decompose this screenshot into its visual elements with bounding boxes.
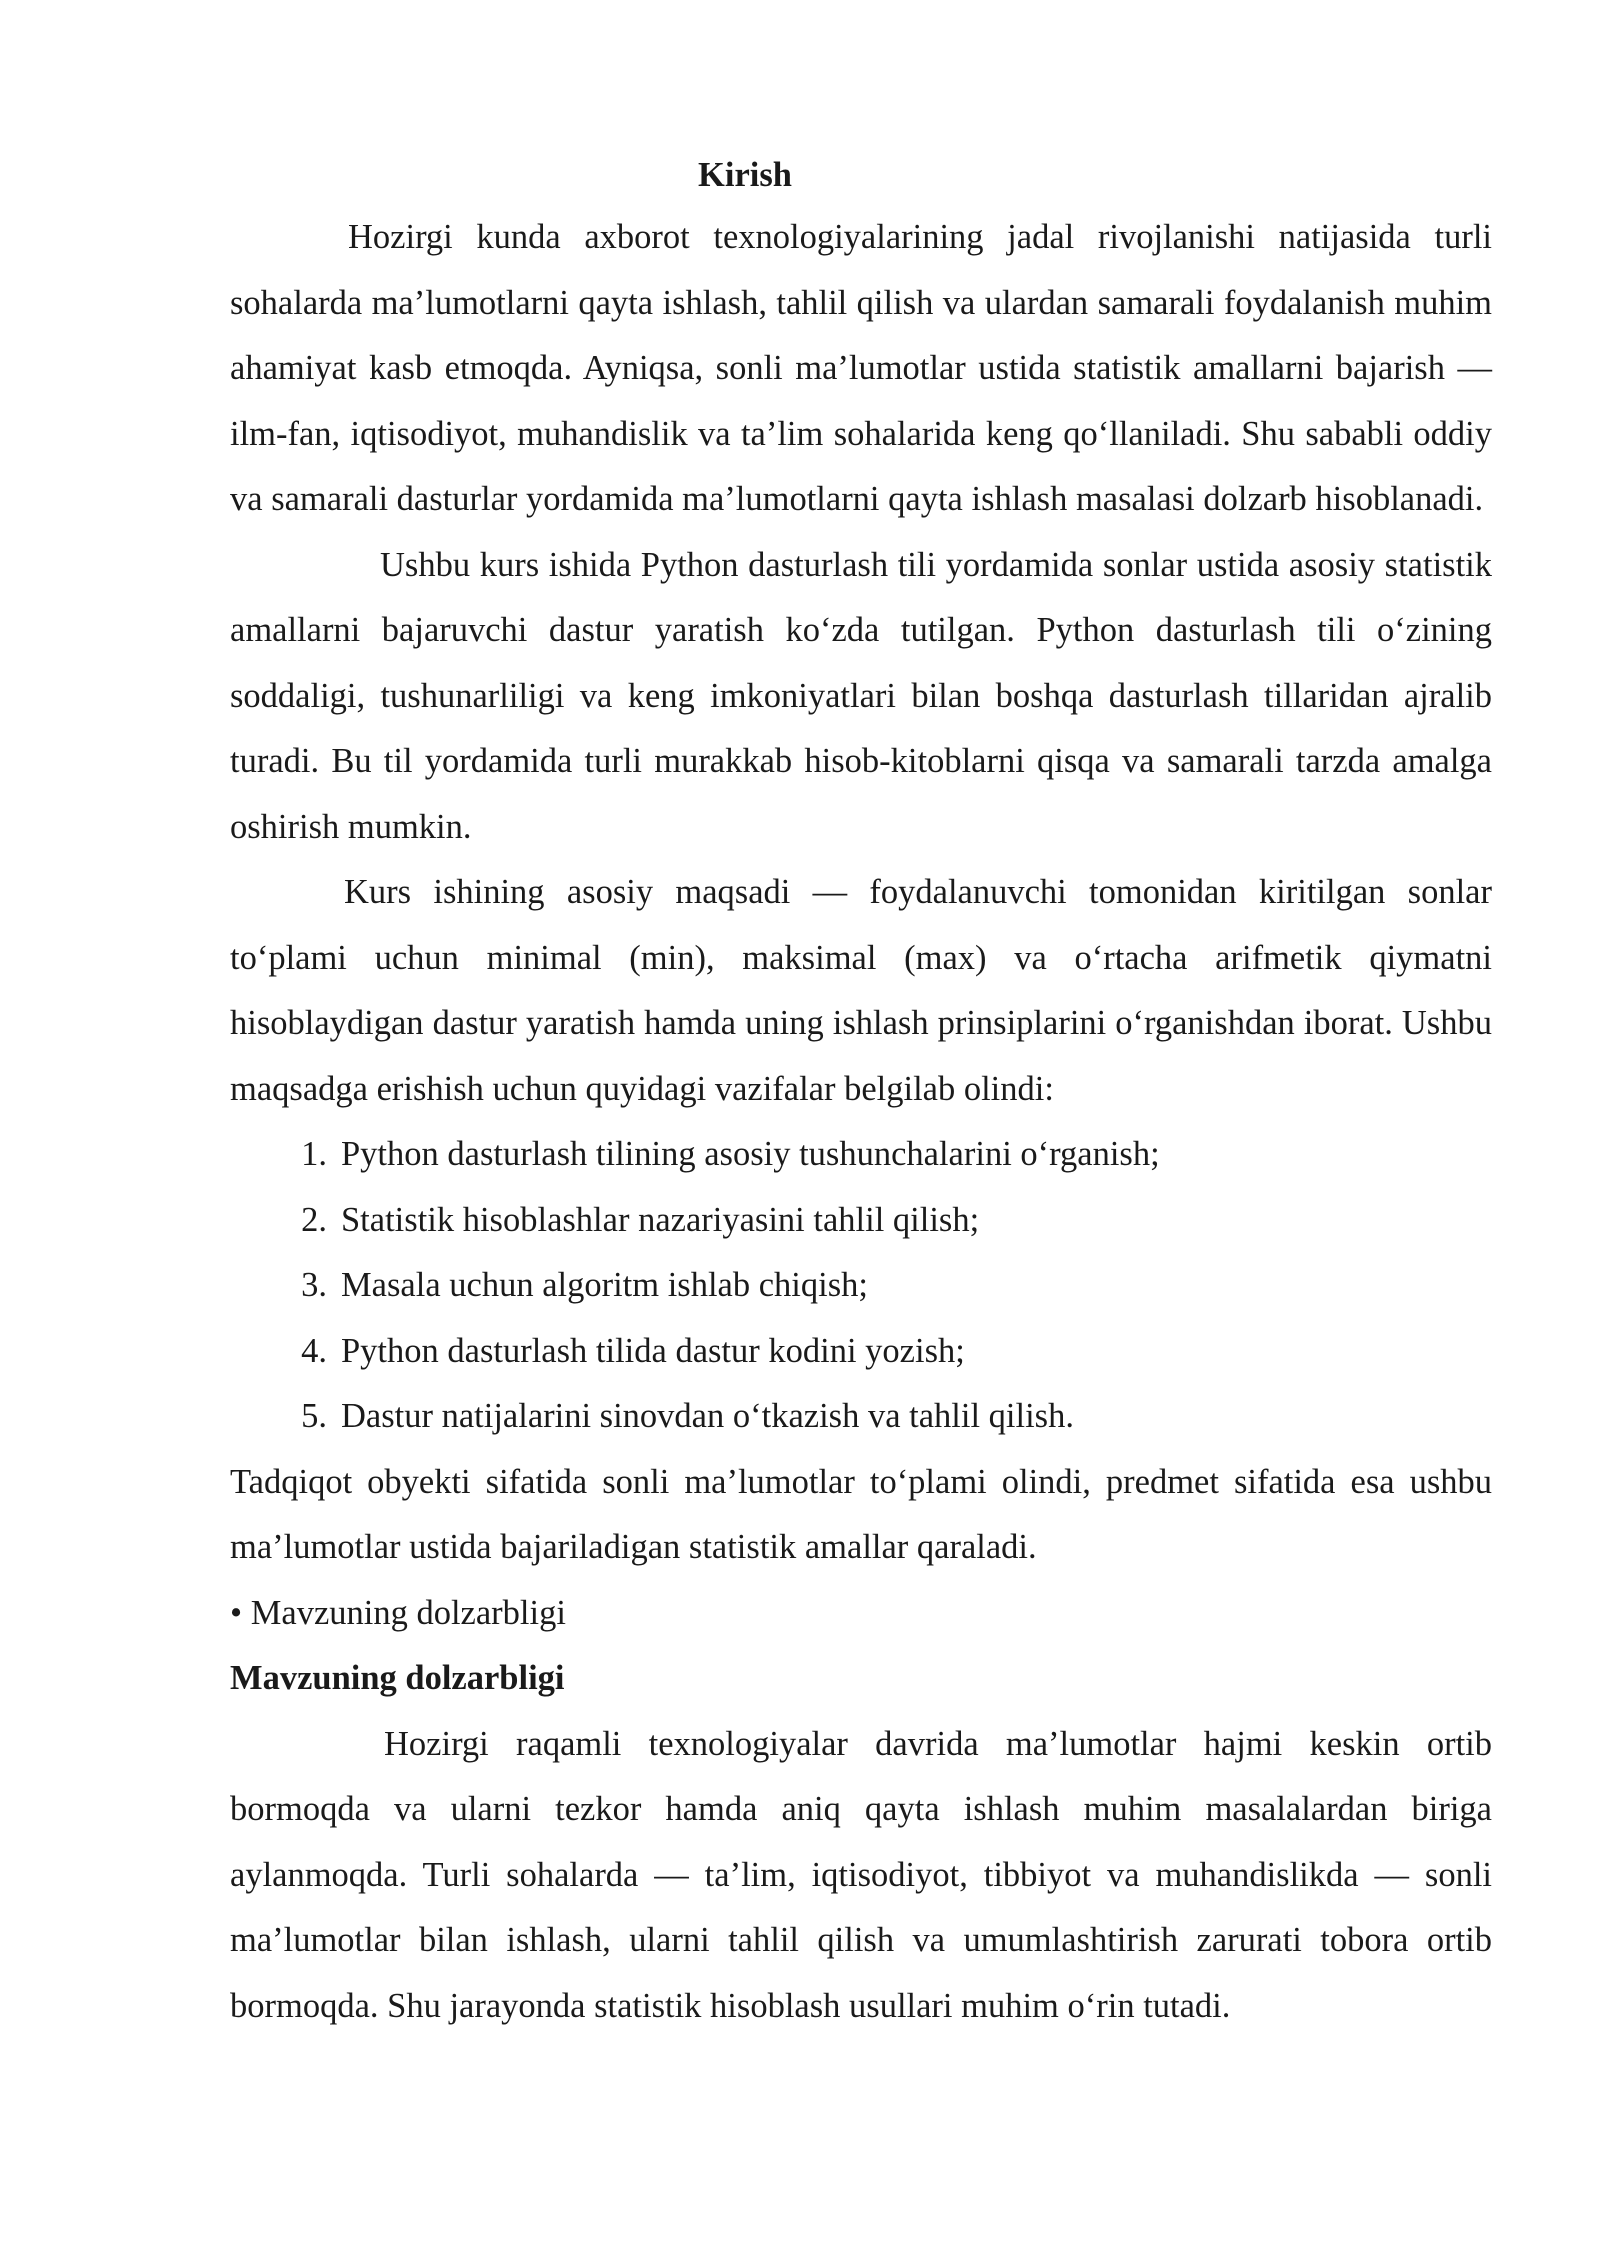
- research-object-paragraph: Tadqiqot obyekti sifatida sonli ma’lumotlar to‘plami olindi, predmet sifatida esa ushbu ma’lumotlar ustida bajariladigan statistik amallar qaraladi.: [230, 1462, 1492, 1566]
- section-heading: Mavzuning dolzarbligi: [230, 1659, 565, 1697]
- list-item-number: 4.: [301, 1331, 327, 1370]
- tasks-list: [230, 1122, 1492, 1450]
- list-item: [230, 1319, 1492, 1385]
- list-item-text: Statistik hisoblashlar nazariyasini tahlil qilish;: [341, 1200, 980, 1239]
- list-item-number: 5.: [301, 1397, 327, 1435]
- document-title: Kirish: [698, 156, 792, 194]
- document-content: [230, 148, 1492, 2039]
- list-item: [230, 1188, 1492, 1254]
- list-item: [230, 1253, 1492, 1319]
- list-item: [230, 1384, 1492, 1450]
- list-item-text: Dastur natijalarini sinovdan o‘tkazish va tahlil qilish.: [341, 1397, 1074, 1435]
- list-item-text: Python dasturlash tilining asosiy tushunchalarini o‘rganish;: [341, 1135, 1160, 1173]
- list-item-number: 2.: [301, 1200, 327, 1239]
- list-item-number: 1.: [301, 1135, 327, 1173]
- relevance-paragraph: Hozirgi raqamli texnologiyalar davrida ma’lumotlar hajmi keskin ortib bormoqda va ularni tezkor hamda aniq qayta ishlash muhim masalalardan biriga aylanmoqda. Turli sohalarda — ta’lim, iqtisodiyot, tibbiyot va muhandislikda — sonli ma’lumotlar bilan ishlash, ularni tahlil qilish va umumlashtirish zarurati tobora ortib bormoqda. Shu jarayonda statistik hisoblash usullari muhim o‘rin tutadi.: [230, 1724, 1492, 2025]
- intro-paragraph-2: Ushbu kurs ishida Python dasturlash tili yordamida sonlar ustida asosiy statistik amallarni bajaruvchi dastur yaratish ko‘zda tutilgan. Python dasturlash tili o‘zining soddaligi, tushunarliligi va keng imkoniyatlari bilan boshqa dasturlash tillaridan ajralib turadi. Bu til yordamida turli murakkab hisob-kitoblarni qisqa va samarali tarzda amalga oshirish mumkin.: [230, 545, 1492, 846]
- list-item-number: 3.: [301, 1266, 327, 1304]
- intro-paragraph-1: Hozirgi kunda axborot texnologiyalarining jadal rivojlanishi natijasida turli sohalarda ma’lumotlarni qayta ishlash, tahlil qilish va ulardan samarali foydalanish muhim ahamiyat kasb etmoqda. Ayniqsa, sonli ma’lumotlar ustida statistik amallarni bajarish — ilm-fan, iqtisodiyot, muhandislik va ta’lim sohalarida keng qo‘llaniladi. Shu sababli oddiy va samarali dasturlar yordamida ma’lumotlarni qayta ishlash masalasi dolzarb hisoblanadi.: [230, 218, 1492, 518]
- list-item-text: Masala uchun algoritm ishlab chiqish;: [341, 1266, 868, 1304]
- intro-paragraph-3: Kurs ishining asosiy maqsadi — foydalanuvchi tomonidan kiritilgan sonlar to‘plami uchun minimal (min), maksimal (max) va o‘rtacha arifmetik qiymatni hisoblaydigan dastur yaratish hamda uning ishlash prinsiplarini o‘rganishdan iborat. Ushbu maqsadga erishish uchun quyidagi vazifalar belgilab olindi:: [230, 873, 1492, 1108]
- bullet-line: • Mavzuning dolzarbligi: [230, 1593, 566, 1632]
- list-item: [230, 1122, 1492, 1188]
- list-item-text: Python dasturlash tilida dastur kodini yozish;: [341, 1331, 965, 1370]
